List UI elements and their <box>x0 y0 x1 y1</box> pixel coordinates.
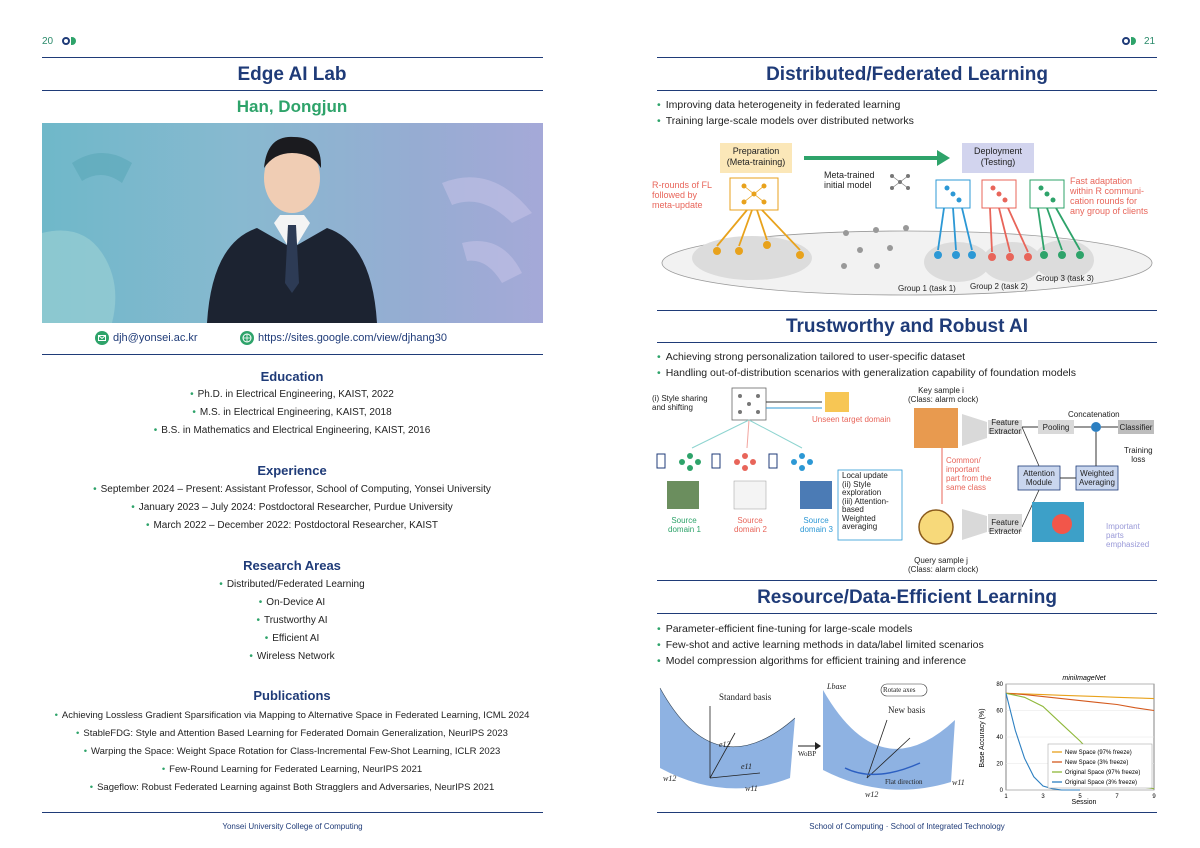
section-title-efficient: Resource/Data-Efficient Learning <box>757 587 1057 608</box>
chart-ylabel: Base Accuracy (%) <box>979 708 986 768</box>
y-tick-label: 40 <box>996 735 1003 741</box>
efficient-bullets <box>657 621 984 669</box>
source-domain-3: Source domain 3 <box>800 516 833 534</box>
list-item: • M.S. in Electrical Engineering, KAIST, 2018 <box>192 407 392 418</box>
section-title-federated: Distributed/Federated Learning <box>766 64 1048 85</box>
chart-xlabel: Session <box>1071 799 1097 806</box>
source-domain-2: Source domain 2 <box>734 516 767 534</box>
list-item: • Parameter-efficient fine-tuning for large-scale models <box>657 623 913 635</box>
concatenation-label: Concatenation <box>1068 410 1120 419</box>
federated-diagram <box>652 138 1162 298</box>
r-rounds-label: R-rounds of FL followed by meta-update <box>652 180 713 210</box>
accuracy-chart-svg <box>978 672 1160 806</box>
w12-label-b: w12 <box>865 790 879 799</box>
profile-photo <box>42 123 543 323</box>
chart-title: miniImageNet <box>1062 675 1106 682</box>
important-parts-label: Important parts emphasized <box>1106 522 1150 549</box>
federated-bullets <box>657 97 914 129</box>
footer-left: Yonsei University College of Computing <box>222 822 363 831</box>
group3-label: Group 3 (task 3) <box>1036 274 1094 283</box>
list-item: • Improving data heterogeneity in federated learning <box>657 99 901 111</box>
list-item: • Few-Round Learning for Federated Learning, NeurIPS 2021 <box>161 764 423 775</box>
list-item: • Warping the Space: Weight Space Rotation for Class-Incremental Few-Shot Learning, ICLR 2023 <box>83 746 501 757</box>
lab-logo-icon <box>1122 37 1136 45</box>
experience-heading: Experience <box>257 463 327 478</box>
prep-label: Preparation (Meta-training) <box>726 146 786 167</box>
e11-label: e11 <box>741 762 752 771</box>
w11-label-b: w11 <box>952 778 965 787</box>
page-title: Edge AI Lab <box>237 64 347 85</box>
key-sample-label: Key sample i (Class: alarm clock) <box>908 386 979 404</box>
list-item: • Efficient AI <box>264 633 320 644</box>
research-heading: Research Areas <box>243 558 341 573</box>
x-tick-label: 7 <box>1115 794 1119 800</box>
classifier-label: Classifier <box>1119 423 1153 432</box>
experience-list <box>42 481 542 535</box>
style-sharing-label: (i) Style sharing and shifting <box>652 394 708 412</box>
accuracy-chart <box>978 672 1160 806</box>
list-item: • Few-shot and active learning methods in data/label limited scenarios <box>657 639 984 651</box>
pooling-label: Pooling <box>1042 423 1070 432</box>
publications-list <box>42 707 542 797</box>
footer-rule <box>657 812 1157 813</box>
legend-entry: Original Space (3% freeze) <box>1065 780 1138 786</box>
loss-surface-figure <box>655 678 975 804</box>
list-item: • September 2024 – Present: Assistant Professor, School of Computing, Yonsei University <box>93 484 491 495</box>
rotate-axes-label: Rotate axes <box>883 686 916 694</box>
section-rule <box>657 580 1157 581</box>
group2-label: Group 2 (task 2) <box>970 282 1028 291</box>
x-tick-label: 5 <box>1078 794 1082 800</box>
top-rule <box>657 57 1157 58</box>
local-update-label: Local update (ii) Style exploration (iii) Attention- based Weighted averaging <box>842 471 889 531</box>
x-tick-label: 3 <box>1041 794 1045 800</box>
list-item: • Training large-scale models over distributed networks <box>657 115 914 127</box>
section-rule <box>657 613 1157 614</box>
common-part-label: Common/ important part from the same class <box>946 456 992 492</box>
query-sample-label: Query sample j (Class: alarm clock) <box>908 556 979 574</box>
section-rule <box>657 310 1157 311</box>
list-item: • Ph.D. in Electrical Engineering, KAIST, 2022 <box>190 389 394 400</box>
y-tick-label: 20 <box>996 761 1003 768</box>
e12-label: e12 <box>719 740 731 749</box>
list-item: • January 2023 – July 2024: Postdoctoral Researcher, Purdue University <box>131 502 453 513</box>
standard-basis-label: Standard basis <box>719 692 772 702</box>
list-item: • Trustworthy AI <box>256 615 328 626</box>
y-tick-label: 80 <box>996 682 1003 688</box>
training-loss-label: Training loss <box>1124 446 1153 464</box>
list-item: • Handling out-of-distribution scenarios with generalization capability of foundation models <box>657 367 1077 379</box>
x-tick-label: 9 <box>1152 794 1156 800</box>
source-domain-1: Source domain 1 <box>668 516 701 534</box>
list-item: • Achieving strong personalization tailored to user-specific dataset <box>657 351 966 363</box>
weighted-averaging-label: Weighted Averaging <box>1079 469 1115 487</box>
x-tick-label: 1 <box>1004 794 1008 800</box>
deploy-label: Deployment (Testing) <box>973 146 1023 167</box>
footer-right: School of Computing · School of Integrated Technology <box>809 822 1005 831</box>
w12-label-a: w12 <box>663 774 677 783</box>
list-item: • Sageflow: Robust Federated Learning against Both Stragglers and Adversaries, NeurIPS 2021 <box>89 782 495 793</box>
section-rule <box>657 90 1157 91</box>
website-contact[interactable] <box>240 331 447 345</box>
section-title-trustworthy: Trustworthy and Robust AI <box>785 316 1029 337</box>
trustworthy-diagram <box>652 384 1162 572</box>
list-item: • Model compression algorithms for efficient training and inference <box>657 655 967 667</box>
list-item: • B.S. in Mathematics and Electrical Engineering, KAIST, 2016 <box>153 425 431 436</box>
meta-model-label: Meta-trained initial model <box>824 170 875 190</box>
list-item: • Achieving Lossless Gradient Sparsification via Mapping to Alternative Space in Federated Learning, ICML 2024 <box>54 710 530 721</box>
unseen-domain-label: Unseen target domain <box>812 415 891 424</box>
page-number-left: 20 <box>42 36 54 47</box>
list-item: • On-Device AI <box>258 597 326 608</box>
feature-extractor-2: Feature Extractor <box>988 518 1021 536</box>
website-text[interactable]: https://sites.google.com/view/djhang30 <box>258 332 447 344</box>
education-heading: Education <box>260 369 324 384</box>
group1-label: Group 1 (task 1) <box>898 284 956 293</box>
y-tick-label: 0 <box>999 788 1003 794</box>
email-text[interactable]: djh@yonsei.ac.kr <box>113 332 198 344</box>
list-item: • Wireless Network <box>249 651 335 662</box>
list-item: • March 2022 – December 2022: Postdoctoral Researcher, KAIST <box>145 520 439 531</box>
publications-heading: Publications <box>253 688 331 703</box>
feature-extractor-1: Feature Extractor <box>988 418 1021 436</box>
list-item: • StableFDG: Style and Attention Based Learning for Federated Domain Generalization, NeurIPS 2023 <box>76 728 508 739</box>
wobp-label: WoBP <box>798 750 817 758</box>
new-basis-label: New basis <box>888 705 926 715</box>
contact-rule <box>42 354 543 355</box>
trustworthy-bullets <box>657 349 1076 381</box>
legend-entry: Original Space (97% freeze) <box>1065 770 1141 776</box>
lbase-label: Lbase <box>827 682 847 691</box>
legend-entry: New Space (3% freeze) <box>1065 760 1129 766</box>
title-rule <box>42 90 543 91</box>
email-icon <box>95 331 109 345</box>
email-contact[interactable] <box>95 331 198 345</box>
page-number-right: 21 <box>1144 36 1156 47</box>
globe-icon <box>240 331 254 345</box>
attention-module-label: Attention Module <box>1023 469 1055 487</box>
research-list <box>42 576 542 666</box>
flat-direction-label: Flat direction <box>885 778 923 786</box>
section-rule <box>657 342 1157 343</box>
w11-label-a: w11 <box>745 784 758 793</box>
person-name: Han, Dongjun <box>236 97 348 116</box>
top-rule <box>42 57 543 58</box>
legend-entry: New Space (97% freeze) <box>1065 750 1132 756</box>
list-item: • Distributed/Federated Learning <box>219 579 365 590</box>
y-tick-label: 60 <box>996 708 1003 715</box>
fast-adaptation-label: Fast adaptation within R communi- cation rounds for any group of clients <box>1070 176 1149 216</box>
lab-logo-icon <box>62 37 76 45</box>
education-list <box>42 386 542 440</box>
footer-rule <box>42 812 543 813</box>
